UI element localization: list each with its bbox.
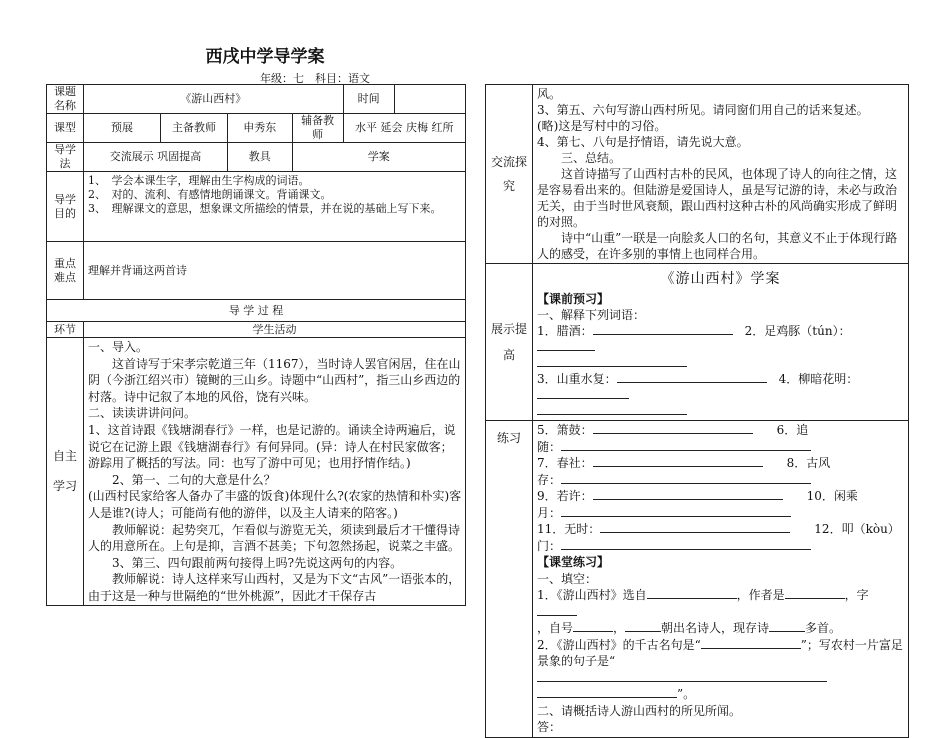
time-label: 时间 bbox=[343, 85, 394, 114]
xuean-title: 《游山西村》学案 bbox=[660, 271, 781, 287]
word-label: 10．闲乘 bbox=[806, 489, 858, 503]
goal-item: 2、 对的、流利、有感情地朗诵课文。背诵课文。 bbox=[88, 188, 332, 201]
word-row bbox=[537, 521, 904, 538]
fill-text: ，字 bbox=[844, 588, 869, 602]
fill-row bbox=[537, 637, 904, 670]
word-label: 12．叩（kòu） bbox=[814, 522, 900, 536]
word-row bbox=[537, 323, 904, 355]
answer-line[interactable] bbox=[537, 404, 687, 415]
self-study-paragraph: 这首诗写于宋孝宗乾道三年（1167），当时诗人罢官闲居，住在山阴（今浙江绍兴市）镜鲥的三山乡。诗题中“山西村”，指三山乡西边的村落。诗中记叙了本地的风俗，饶有兴味。 bbox=[88, 356, 461, 404]
answer-line[interactable] bbox=[593, 489, 783, 500]
word-label: 2．足鸡豚（tún）： bbox=[744, 324, 851, 338]
self-study-paragraph: 2、第一、二句的大意是什么？ bbox=[112, 472, 276, 487]
explore-content bbox=[533, 85, 909, 264]
explore-paragraph: 风。 bbox=[537, 87, 562, 101]
answer-line[interactable] bbox=[593, 423, 753, 434]
fill-text: ，自号 bbox=[537, 621, 574, 635]
answer-line[interactable] bbox=[593, 456, 763, 467]
tools-value: 学案 bbox=[292, 143, 465, 172]
answer-label: 答： bbox=[537, 720, 562, 734]
practice-section bbox=[533, 421, 909, 738]
time-value bbox=[394, 85, 465, 114]
col-activity: 学生活动 bbox=[84, 322, 466, 338]
self-study-paragraph: 二、读读讲讲问问。 bbox=[88, 406, 197, 421]
answer-line[interactable] bbox=[647, 588, 737, 599]
word-label: 3．山重水复： bbox=[537, 372, 617, 386]
word-row bbox=[537, 505, 904, 522]
answer-line[interactable] bbox=[537, 687, 677, 698]
self-study-paragraph: 教师解说：诗人这样来写山西村，又是为下文“古风”一语张本的，由于这是一种与世隔绝的“世外桃源”，因此才干保存古 bbox=[88, 572, 461, 603]
answer-line[interactable] bbox=[617, 372, 767, 383]
answer-line[interactable] bbox=[785, 588, 845, 599]
show-label: 展示提高 bbox=[486, 264, 533, 421]
word-row bbox=[537, 455, 904, 472]
word-label: 9．若许： bbox=[537, 489, 593, 503]
explore-paragraph: 4、第七、八句是抒情语，请先说大意。 bbox=[537, 135, 749, 149]
main-teacher: 申秀东 bbox=[228, 114, 293, 143]
self-study-paragraph: 1、这首诗跟《钱塘湖春行》一样，也是记游的。诵读全诗两遍后，说说它在记游上跟《钱塘湖春行》有何异同。(异：诗人在村民家做客；游踪用了概括的写法。同：也写了游中可见；也用抒情作结。) bbox=[88, 422, 456, 471]
question-2: 二、请概括诗人游山西村的所见所闻。 bbox=[537, 703, 742, 718]
col-stage: 环节 bbox=[47, 322, 84, 338]
word-label: 月： bbox=[537, 505, 562, 520]
answer-line[interactable] bbox=[561, 506, 791, 517]
answer-line[interactable] bbox=[537, 605, 577, 616]
method-label: 导学法 bbox=[47, 143, 84, 172]
self-study-content bbox=[84, 338, 466, 606]
explore-label: 交流探究 bbox=[486, 85, 533, 264]
explore-paragraph: (略)这是写村中的习俗。 bbox=[537, 119, 667, 133]
word-row bbox=[537, 488, 904, 505]
type-label: 课型 bbox=[47, 114, 84, 143]
school-title: 西戌中学导学案 bbox=[205, 47, 325, 67]
preview-section bbox=[533, 264, 909, 421]
word-label: 6．追 bbox=[776, 423, 809, 437]
answer-line[interactable] bbox=[701, 638, 801, 649]
answer-line[interactable] bbox=[537, 340, 595, 351]
answer-line[interactable] bbox=[537, 388, 629, 399]
word-row bbox=[537, 439, 904, 456]
explore-paragraph: 诗中“山重”一联是一向脍炙人口的名句，其意义不止于体现行路人的感受，在许多别的事情上也同样合用。 bbox=[537, 231, 898, 261]
answer-line[interactable] bbox=[561, 539, 811, 550]
key-label: 重点难点 bbox=[47, 242, 84, 300]
answer-line[interactable] bbox=[561, 440, 811, 451]
fill-text: ， bbox=[613, 621, 626, 635]
assist-teachers: 水平 延会 庆梅 红所 bbox=[343, 114, 465, 143]
goals-label: 导学目的 bbox=[47, 172, 84, 242]
word-row bbox=[537, 422, 904, 439]
answer-line[interactable] bbox=[600, 522, 790, 533]
word-label: 7．春社： bbox=[537, 456, 593, 470]
answer-line[interactable] bbox=[625, 621, 661, 632]
preview-subheading: 一、解释下列词语： bbox=[537, 308, 646, 322]
word-label: 存： bbox=[537, 472, 562, 487]
fill-text: 多首。 bbox=[805, 621, 842, 635]
grade-subject: 年级：七 科目：语文 bbox=[260, 72, 370, 85]
word-label: 8．古风 bbox=[786, 456, 831, 470]
self-study-paragraph: 教师解说：起势突兀，乍看似与游览无关，须读到最后才干懂得诗人的用意所在。上句是抑，言酒不甚美；下句忽然扬起，说菜之丰盛。 bbox=[88, 522, 461, 554]
practice-label: 练习 bbox=[486, 421, 533, 738]
fill-text: 1．《游山西村》选自 bbox=[537, 588, 647, 602]
key-value: 理解并背诵这两首诗 bbox=[84, 242, 466, 300]
tools-label: 教具 bbox=[228, 143, 293, 172]
fill-text: 朝出名诗人，现存诗 bbox=[661, 621, 770, 635]
preview-heading: 【课前预习】 bbox=[537, 292, 610, 306]
answer-line[interactable] bbox=[573, 621, 613, 632]
process-heading: 导 学 过 程 bbox=[47, 300, 466, 322]
method-value: 交流展示 巩固提高 bbox=[84, 143, 228, 172]
fill-text: 2．《游山西村》的千古名句是“ bbox=[537, 637, 701, 652]
class-heading: 【课堂练习】 bbox=[537, 555, 610, 569]
explore-paragraph: 三、总结。 bbox=[561, 151, 622, 165]
self-study-paragraph: 3、第三、四句跟前两句接得上吗?先说这两句的内容。 bbox=[112, 555, 403, 570]
answer-line[interactable] bbox=[537, 356, 687, 367]
answer-line[interactable] bbox=[561, 473, 811, 484]
assist-label: 辅备教师 bbox=[292, 114, 343, 143]
info-table bbox=[46, 84, 466, 606]
word-row bbox=[537, 371, 904, 403]
right-table bbox=[485, 84, 909, 738]
fill-row bbox=[537, 670, 904, 687]
self-study-paragraph: (山西村民家给客人备办了丰盛的饭食)体现什么?(农家的热情和朴实)客人是谁?(诗人；可能尚有他的游伴，以及主人请来的陪客。) bbox=[88, 489, 462, 520]
topic-value: 《游山西村》 bbox=[84, 85, 344, 114]
word-label: 4．柳暗花明： bbox=[778, 372, 859, 386]
answer-line[interactable] bbox=[537, 671, 827, 682]
word-label: 5．箫鼓： bbox=[537, 423, 593, 437]
goals-list bbox=[84, 172, 466, 242]
fill-text: ，作者是 bbox=[736, 588, 785, 602]
word-row bbox=[537, 538, 904, 555]
topic-label: 课题名称 bbox=[47, 85, 84, 114]
fill-text: ”；写农村一片富足景象的句子是“ bbox=[537, 637, 903, 668]
word-row bbox=[537, 472, 904, 489]
self-study-paragraph: 一、导入。 bbox=[88, 340, 149, 354]
main-teacher-label: 主备教师 bbox=[161, 114, 228, 143]
word-label: 门： bbox=[537, 538, 562, 553]
goal-item: 1、 学会本课生字，理解由生字构成的词语。 bbox=[88, 174, 310, 187]
self-study-label: 自主学习 bbox=[47, 338, 84, 606]
explore-paragraph: 3、第五、六句写游山西村所见。请同窗们用自己的话来复述。 bbox=[537, 103, 869, 117]
fill-heading: 一、填空： bbox=[537, 571, 598, 586]
word-label: 随： bbox=[537, 439, 562, 454]
answer-line[interactable] bbox=[593, 324, 733, 335]
fill-text: ”。 bbox=[677, 687, 696, 701]
word-label: 11．无时： bbox=[537, 522, 601, 536]
fill-row bbox=[537, 686, 904, 703]
explore-paragraph: 这首诗描写了山西村古朴的民风，也体现了诗人的向往之情，这是容易看出来的。但陆游是爱国诗人，虽是写记游的诗，未必与政治无关，由于当时世风衰颓，跟山西村这种古朴的风尚确实形成了鲜明的对照。 bbox=[537, 167, 898, 229]
fill-row bbox=[537, 587, 904, 620]
answer-line[interactable] bbox=[769, 621, 805, 632]
fill-row bbox=[537, 620, 904, 637]
type-value: 预展 bbox=[84, 114, 161, 143]
goal-item: 3、 理解课文的意思，想象课文所描绘的情景，并在说的基础上写下来。 bbox=[88, 202, 442, 215]
word-label: 1．腊酒： bbox=[537, 324, 593, 338]
